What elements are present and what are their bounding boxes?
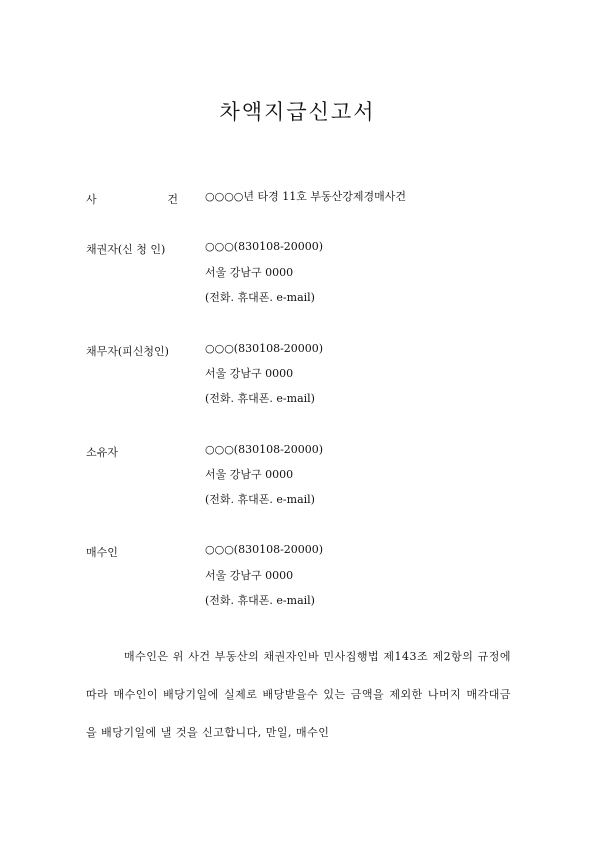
case-label [86, 191, 178, 207]
debtor-address: 서울 강남구 0000 [205, 367, 294, 380]
owner-name: ○○○(830108-20000) [205, 443, 324, 456]
creditor-address: 서울 강남구 0000 [205, 266, 294, 279]
creditor-label: 채권자(신 청 인) [86, 243, 166, 256]
creditor-contact: (전화. 휴대폰. e-mail) [205, 291, 315, 304]
buyer-address: 서울 강남구 0000 [205, 569, 294, 582]
document-title: 차액지급신고서 [219, 100, 376, 124]
case-value: ○○○○년 타경 11호 부동산강제경매사건 [205, 190, 407, 203]
debtor-contact: (전화. 휴대폰. e-mail) [205, 392, 315, 405]
case-label-first: 사 [86, 193, 97, 206]
buyer-label: 매수인 [86, 546, 118, 559]
creditor-name: ○○○(830108-20000) [205, 240, 324, 253]
debtor-label: 채무자(피신청인) [86, 345, 169, 358]
buyer-contact: (전화. 휴대폰. e-mail) [205, 594, 315, 607]
owner-label: 소유자 [86, 446, 118, 459]
owner-contact: (전화. 휴대폰. e-mail) [205, 493, 315, 506]
debtor-name: ○○○(830108-20000) [205, 342, 324, 355]
declaration-paragraph: 매수인은 위 사건 부동산의 채권자인바 민사집행법 제143조 제2항의 규정에 따라 매수인이 배당기일에 실제로 배당받을수 있는 금액을 제외한 나머지 매각대금을 배당기일에 낼 것을 신고합니다, 만일, 매수인 [86, 650, 511, 739]
case-label-second: 건 [167, 193, 178, 206]
owner-address: 서울 강남구 0000 [205, 468, 294, 481]
buyer-name: ○○○(830108-20000) [205, 543, 324, 556]
